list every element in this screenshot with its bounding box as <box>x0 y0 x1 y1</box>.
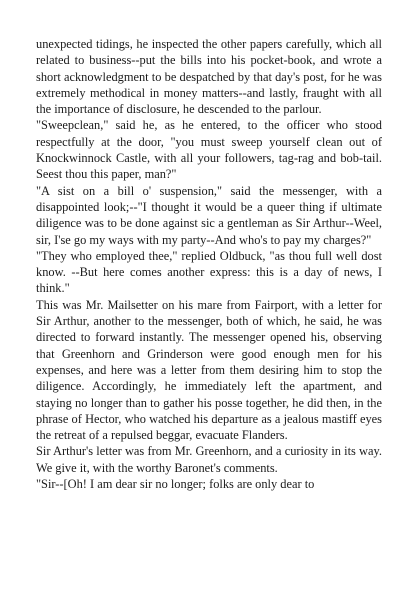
paragraph-4: "They who employed thee," replied Oldbuck, "as thou full well dost know. --But here comes another express: this is a day of news, I think." <box>36 248 382 296</box>
paragraph-7: "Sir--[Oh! I am dear sir no longer; folks are only dear to <box>36 477 315 492</box>
paragraph-2: "Sweepclean," said he, as he entered, to the officer who stood respectfully at the door, "you must sweep yourself clean out of Knockwinnock Castle, with all your followers, tag-rag and bob-tail. Seest thou this paper, man?" <box>36 118 382 182</box>
paragraph-3: "A sist on a bill o' suspension," said the messenger, with a disappointed look;--"I thought it would be a queer thing if ultimate diligence was to be done against sic a gentleman as Sir Arthur--Weel, sir, I'se go my ways with my party--And who's to pay my charges?" <box>36 183 382 247</box>
document-page <box>36 36 382 566</box>
paragraph-6: Sir Arthur's letter was from Mr. Greenhorn, and a curiosity in its way. We give it, with the worthy Baronet's comments. <box>36 444 382 475</box>
paragraph-1: unexpected tidings, he inspected the other papers carefully, which all related to business--put the bills into his pocket-book, and wrote a short acknowledgment to be despatched by that day's post, for he was extremely methodical in money matters--and lastly, fraught with all the importance of disclosure, he descended to the parlour. <box>36 37 382 117</box>
paragraph-5: This was Mr. Mailsetter on his mare from Fairport, with a letter for Sir Arthur, another to the messenger, both of which, he said, he was directed to forward instantly. The messenger opened his, observing that Greenhorn and Grinderson were good enough men for his expenses, and here was a letter from them desiring him to stop the diligence. Accordingly, he immediately left the apartment, and staying no longer than to gather his posse together, he did then, in the phrase of Hector, who watched his departure as a jealous mastiff eyes the retreat of a repulsed beggar, evacuate Flanders. <box>36 297 382 443</box>
